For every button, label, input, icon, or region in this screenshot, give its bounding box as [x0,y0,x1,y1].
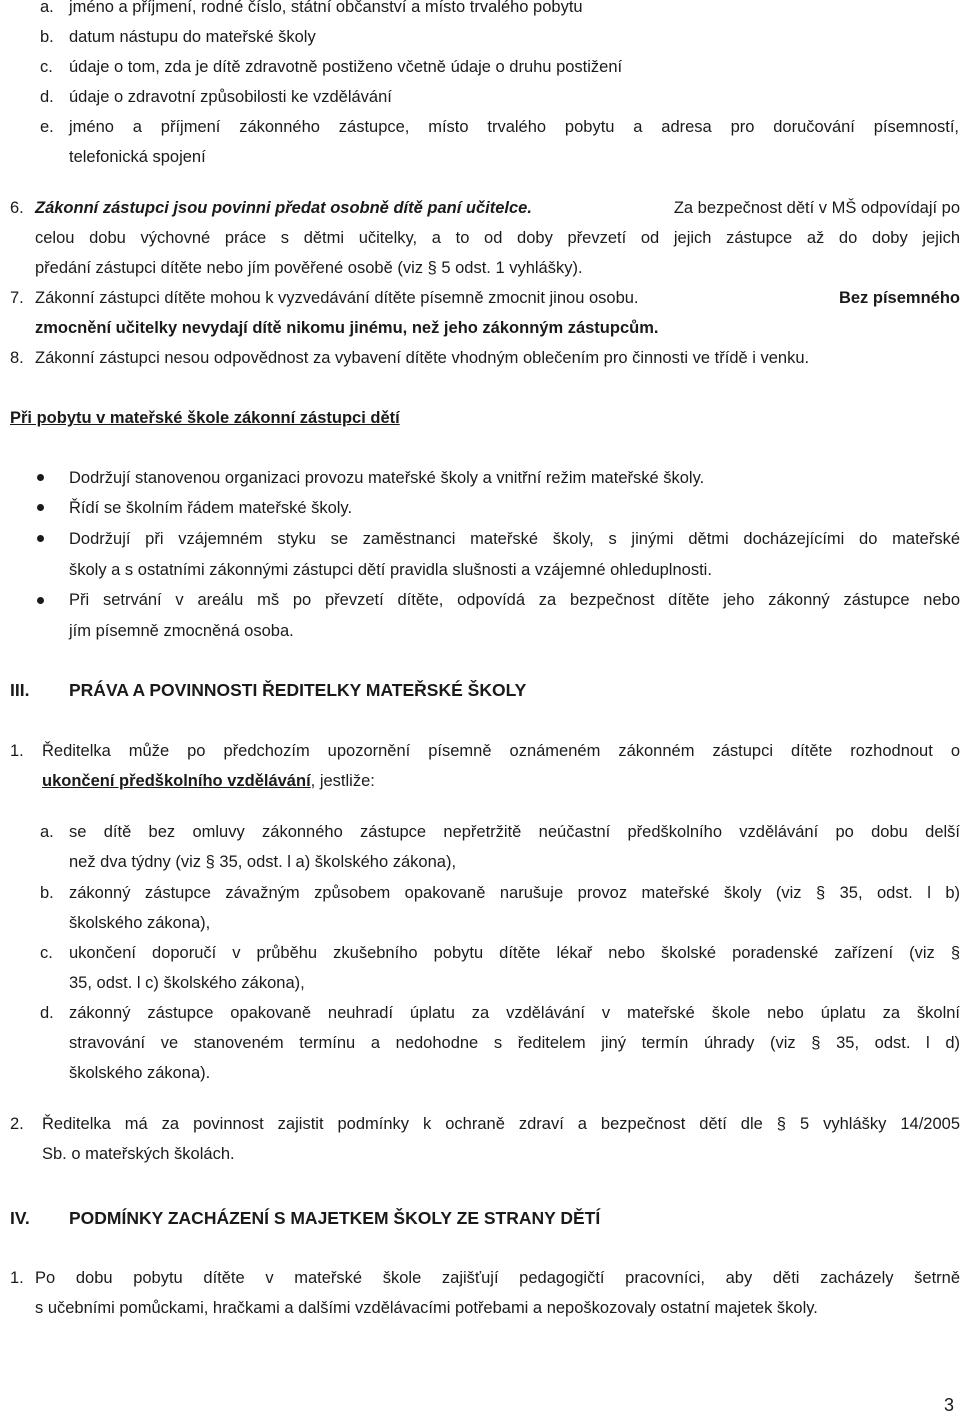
bold-text: Zákonní zástupci jsou povinni předat osobně dítě paní učitelce. [35,199,532,217]
paragraph-line [35,283,960,313]
list-item-text: ukončení doporučí v průběhu zkušebního pobytu dítěte lékař nebo školské poradenské zařízení (viz § [69,944,960,962]
item-marker: 2. [10,1115,24,1133]
section-numeral: III. [10,680,30,700]
section-numeral: IV. [10,1208,30,1228]
bullet-text: Řídí se školním řádem mateřské školy. [69,499,353,517]
list-item-text: školského zákona). [69,1064,211,1082]
list-item-text: jméno a příjmení, rodné číslo, státní občanství a místo trvalého pobytu [69,0,583,16]
bold-text: Bez písemného [838,289,960,307]
list-item-text: telefonická spojení [69,148,206,166]
paragraph-text: Za bezpečnost dětí v MŠ odpovídají po [673,199,960,217]
paragraph-line: Po dobu pobytu dítěte v mateřské škole zajišťují pedagogičtí pracovníci, aby děti zacházely šetrně [35,1269,960,1287]
paragraph-line: Sb. o mateřských školách. [42,1145,235,1163]
section-title: PRÁVA A POVINNOSTI ŘEDITELKY MATEŘSKÉ ŠKOLY [69,680,527,700]
bullet-icon [37,535,44,542]
bullet-text: Dodržují při vzájemném styku se zaměstnanci mateřské školy, s jinými dětmi docházejícími do mateřské [69,530,960,548]
bold-text: ukončení předškolního vzdělávání [42,772,311,790]
list-item-text: údaje o zdravotní způsobilosti ke vzdělávání [69,88,392,106]
paragraph-line [35,193,960,223]
bullet-icon [37,504,44,511]
list-item-text: stravování ve stanoveném termínu a nedohodne s ředitelem jiný termín úhrady (viz § 35, odst. l d) [69,1034,960,1052]
bullet-icon [37,597,44,604]
item-marker: 1. [10,742,24,760]
paragraph-line: Zákonní zástupci nesou odpovědnost za vybavení dítěte vhodným oblečením pro činnosti ve třídě i venku. [35,349,810,367]
paragraph-line: celou dobu výchovné práce s dětmi učitelky, a to od doby převzetí od jejich zástupce až do doby jejich [35,229,960,247]
paragraph-line: Ředitelka má za povinnost zajistit podmínky k ochraně zdraví a bezpečnost dětí dle § 5 vyhlášky 14/2005 [42,1115,960,1133]
bullet-text: jím písemně zmocněná osoba. [69,622,294,640]
item-marker: 7. [10,289,24,307]
item-marker: 6. [10,199,24,217]
bullet-text: školy a s ostatními zákonnými zástupci dětí pravidla slušnosti a vzájemné ohleduplnosti. [69,561,712,579]
paragraph-text: , jestliže: [310,772,375,790]
paragraph-line: předání zástupci dítěte nebo jím pověřené osobě (viz § 5 odst. 1 vyhlášky). [35,259,583,277]
item-marker: 1. [10,1269,24,1287]
list-marker: d. [40,88,54,106]
bullet-text: Dodržují stanovenou organizaci provozu mateřské školy a vnitřní režim mateřské školy. [69,469,705,487]
list-item-text: jméno a příjmení zákonného zástupce, místo trvalého pobytu a adresa pro doručování písemností, [69,118,959,136]
list-item-text: se dítě bez omluvy zákonného zástupce nepřetržitě neúčastní předškolního vzdělávání po dobu delší [69,823,960,841]
section-heading: Při pobytu v mateřské škole zákonní zástupci dětí [10,409,400,427]
paragraph-text: Zákonní zástupci dítěte mohou k vyzvedávání dítěte písemně zmocnit jinou osobu. [35,289,639,307]
list-marker: a. [40,0,54,16]
list-item-text: zákonný zástupce závažným způsobem opakovaně narušuje provoz mateřské školy (viz § 35, odst. l b) [69,884,960,902]
page-number: 3 [944,1395,955,1415]
section-title: PODMÍNKY ZACHÁZENÍ S MAJETKEM ŠKOLY ZE STRANY DĚTÍ [69,1208,601,1228]
list-item-text: zákonný zástupce opakovaně neuhradí úplatu za vzdělávání v mateřské škole nebo úplatu za školní [69,1004,960,1022]
list-marker: b. [40,28,54,46]
list-item-text: datum nástupu do mateřské školy [69,28,316,46]
paragraph-line: Ředitelka může po předchozím upozornění písemně oznámeném zákonném zástupci dítěte rozhodnout o [42,742,960,760]
list-item-text: školského zákona), [69,914,211,932]
bold-text: zmocnění učitelky nevydají dítě nikomu jinému, než jeho zákonným zástupcům. [35,319,659,337]
list-item-text: 35, odst. l c) školského zákona), [69,974,305,992]
bullet-icon [37,474,44,481]
list-marker: a. [40,823,54,841]
list-marker: b. [40,884,54,902]
list-marker: d. [40,1004,54,1022]
list-marker: e. [40,118,54,136]
bullet-text: Při setrvání v areálu mš po převzetí dítěte, odpovídá za bezpečnost dítěte jeho zákonný zástupce nebo [69,591,960,609]
list-item-text: údaje o tom, zda je dítě zdravotně postiženo včetně údaje o druhu postižení [69,58,623,76]
list-marker: c. [40,944,53,962]
paragraph-line [42,766,375,796]
list-item-text: než dva týdny (viz § 35, odst. l a) školského zákona), [69,853,457,871]
list-marker: c. [40,58,53,76]
paragraph-line: s učebními pomůckami, hračkami a dalšími vzdělávacími potřebami a nepoškozovaly ostatní majetek školy. [35,1299,818,1317]
item-marker: 8. [10,349,24,367]
